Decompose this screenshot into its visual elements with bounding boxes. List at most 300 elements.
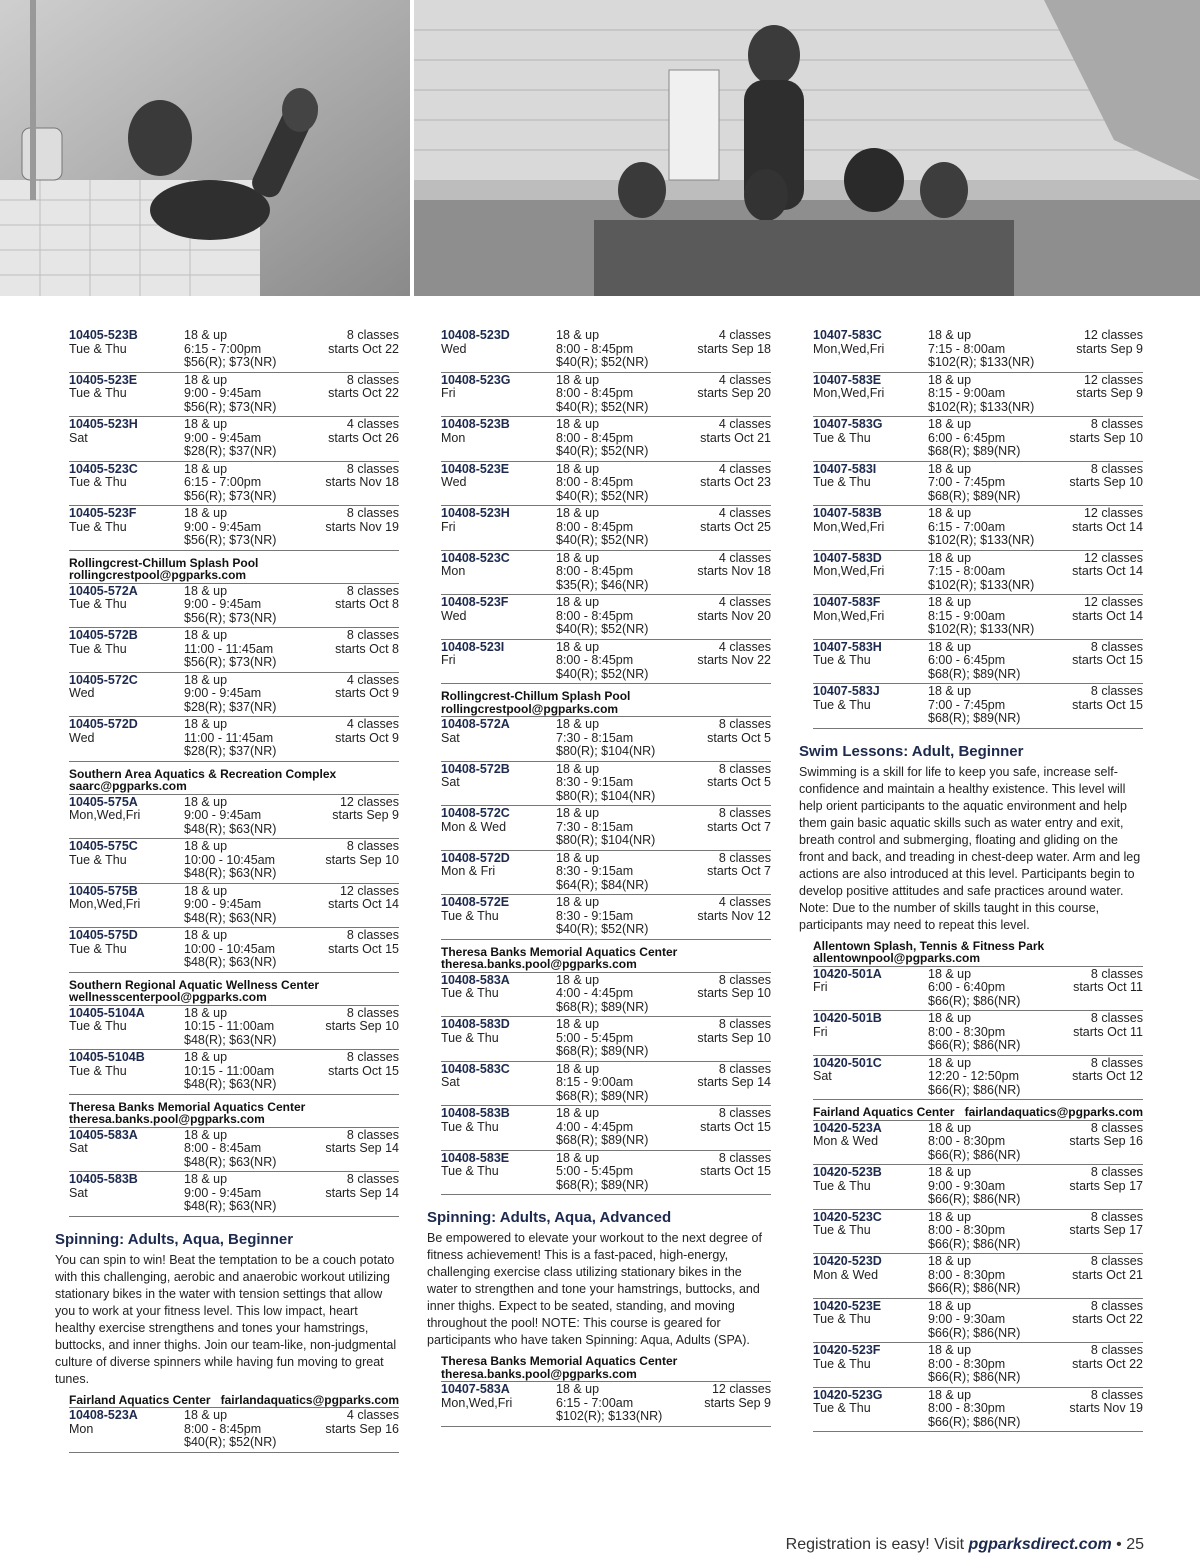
entry-row-2 bbox=[69, 1187, 399, 1201]
age-range: 18 & up bbox=[928, 1343, 972, 1357]
entry-row-3 bbox=[813, 356, 1143, 370]
entry-row-1 bbox=[69, 1007, 399, 1021]
meeting-days: Mon bbox=[441, 430, 466, 445]
entry-row-2 bbox=[69, 521, 399, 535]
meeting-days: Tue & Thu bbox=[69, 1019, 127, 1033]
spacer bbox=[813, 712, 928, 726]
venue-name: Southern Area Aquatics & Recreation Complex bbox=[69, 766, 337, 781]
spacer bbox=[441, 401, 556, 415]
spacer bbox=[69, 401, 184, 415]
course-code[interactable]: 10408-583C bbox=[441, 1061, 510, 1076]
fee: $66(R); $86(NR) bbox=[928, 1281, 1021, 1295]
class-count: 4 classes bbox=[346, 672, 399, 687]
venue-email[interactable]: allentownpool@pgparks.com bbox=[813, 951, 981, 965]
entry-row-2 bbox=[69, 809, 399, 823]
spacer bbox=[441, 490, 556, 504]
start-date: starts Sep 18 bbox=[697, 341, 771, 356]
venue-name: Rollingcrest-Chillum Splash Pool bbox=[69, 555, 259, 570]
entry-row-2 bbox=[441, 987, 771, 1001]
entry-row-1 bbox=[813, 641, 1143, 655]
start-date: starts Sep 9 bbox=[1076, 386, 1143, 400]
entry-row-3 bbox=[69, 401, 399, 415]
course-code[interactable]: 10408-583D bbox=[441, 1017, 510, 1031]
entry-row-3 bbox=[69, 656, 399, 670]
meeting-days: Wed bbox=[441, 475, 467, 489]
course-code[interactable]: 10408-523F bbox=[441, 595, 509, 609]
class-count: 8 classes bbox=[346, 372, 399, 387]
class-entry bbox=[813, 328, 1143, 373]
class-time: 8:00 - 8:45pm bbox=[556, 608, 634, 623]
course-code[interactable]: 10405-523H bbox=[69, 417, 138, 431]
entry-row-3 bbox=[441, 1090, 771, 1104]
age-range: 18 & up bbox=[556, 1150, 600, 1165]
entry-row-2 bbox=[441, 1397, 771, 1411]
course-code[interactable]: 10405-572D bbox=[69, 717, 138, 731]
class-time: 6:15 - 7:00am bbox=[928, 519, 1006, 534]
course-code[interactable]: 10408-523H bbox=[441, 506, 510, 520]
entry-row-3 bbox=[813, 623, 1143, 637]
start-date: starts Oct 8 bbox=[335, 641, 399, 656]
course-code[interactable]: 10407-583I bbox=[813, 461, 877, 476]
start-date: starts Oct 14 bbox=[1072, 608, 1143, 623]
class-entry bbox=[813, 1388, 1143, 1433]
course-code[interactable]: 10420-501B bbox=[813, 1011, 882, 1025]
start-date: starts Oct 14 bbox=[1072, 519, 1143, 534]
course-code[interactable]: 10408-572B bbox=[441, 761, 510, 776]
course-code[interactable]: 10407-583J bbox=[813, 684, 880, 698]
class-entry bbox=[813, 1343, 1143, 1388]
entry-row-3 bbox=[813, 995, 1143, 1009]
class-time: 8:00 - 8:45pm bbox=[556, 519, 634, 534]
entry-row-2 bbox=[441, 776, 771, 790]
start-date: starts Sep 10 bbox=[697, 1030, 771, 1045]
course-code[interactable]: 10407-583A bbox=[441, 1382, 510, 1396]
entry-row-1 bbox=[69, 507, 399, 521]
age-range: 18 & up bbox=[184, 461, 228, 476]
class-count: 8 classes bbox=[346, 583, 399, 598]
entry-row-2 bbox=[69, 343, 399, 357]
venue-email[interactable]: fairlandaquatics@pgparks.com bbox=[964, 1105, 1143, 1119]
age-range: 18 & up bbox=[184, 1005, 228, 1020]
course-code[interactable]: 10408-523C bbox=[441, 550, 510, 565]
class-entry bbox=[441, 417, 771, 462]
course-code[interactable]: 10405-572A bbox=[69, 583, 138, 598]
class-time: 7:30 - 8:15am bbox=[556, 819, 634, 834]
venue-header bbox=[441, 946, 771, 973]
age-range: 18 & up bbox=[556, 972, 600, 987]
start-date: starts Sep 10 bbox=[697, 986, 771, 1000]
footer-site-link[interactable]: pgparksdirect.com bbox=[968, 1536, 1112, 1553]
entry-row-3 bbox=[69, 701, 399, 715]
start-date: starts Sep 17 bbox=[1069, 1223, 1143, 1237]
venue-name: Southern Regional Aquatic Wellness Center bbox=[69, 977, 320, 992]
class-entry bbox=[441, 373, 771, 418]
entry-row-3 bbox=[441, 745, 771, 759]
fee: $56(R); $73(NR) bbox=[184, 488, 277, 503]
start-date: starts Nov 18 bbox=[325, 475, 399, 489]
fee: $68(R); $89(NR) bbox=[556, 999, 649, 1014]
entry-row-3 bbox=[69, 445, 399, 459]
entry-row-3 bbox=[813, 668, 1143, 682]
fee: $48(R); $63(NR) bbox=[184, 821, 277, 836]
entry-row-1 bbox=[813, 1344, 1143, 1358]
fee: $66(R); $86(NR) bbox=[928, 1414, 1021, 1429]
class-time: 4:00 - 4:45pm bbox=[556, 1119, 634, 1134]
meeting-days: Wed bbox=[69, 686, 95, 700]
age-range: 18 & up bbox=[184, 1172, 228, 1186]
entry-row-1 bbox=[69, 1409, 399, 1423]
entry-row-2 bbox=[813, 1313, 1143, 1327]
course-code[interactable]: 10420-523D bbox=[813, 1254, 882, 1268]
fee: $56(R); $73(NR) bbox=[184, 399, 277, 414]
meeting-days: Mon,Wed,Fri bbox=[441, 1395, 513, 1410]
meeting-days: Tue & Thu bbox=[69, 941, 127, 956]
start-date: starts Oct 7 bbox=[707, 819, 771, 834]
meeting-days: Tue & Thu bbox=[69, 641, 127, 656]
class-time: 6:15 - 7:00pm bbox=[184, 341, 262, 356]
course-code[interactable]: 10408-572D bbox=[441, 850, 510, 865]
class-count: 8 classes bbox=[346, 839, 399, 853]
course-code[interactable]: 10420-501A bbox=[813, 966, 882, 981]
entry-row-2 bbox=[69, 732, 399, 746]
class-entry bbox=[69, 1408, 399, 1453]
course-code[interactable]: 10405-575B bbox=[69, 883, 138, 898]
course-code[interactable]: 10420-523B bbox=[813, 1165, 882, 1179]
class-entry bbox=[441, 551, 771, 596]
entry-row-2 bbox=[813, 521, 1143, 535]
course-code[interactable]: 10407-583H bbox=[813, 639, 882, 654]
age-range: 18 & up bbox=[928, 550, 972, 565]
entry-row-2 bbox=[441, 565, 771, 579]
start-date: starts Oct 5 bbox=[707, 775, 771, 789]
fee: $80(R); $104(NR) bbox=[556, 744, 656, 758]
entry-row-2 bbox=[441, 1032, 771, 1046]
course-code[interactable]: 10405-523C bbox=[69, 461, 138, 476]
venue-name: Theresa Banks Memorial Aquatics Center bbox=[441, 1354, 678, 1368]
class-time: 8:30 - 9:15am bbox=[556, 908, 634, 923]
venue-header bbox=[69, 979, 399, 1006]
venue-email[interactable]: theresa.banks.pool@pgparks.com bbox=[69, 1112, 265, 1126]
fee: $40(R); $52(NR) bbox=[556, 533, 649, 547]
start-date: starts Nov 20 bbox=[697, 608, 771, 623]
entry-row-1 bbox=[813, 1166, 1143, 1180]
course-code[interactable]: 10408-572E bbox=[441, 895, 510, 909]
class-count: 8 classes bbox=[718, 1106, 771, 1120]
spacer bbox=[441, 1410, 556, 1424]
spacer bbox=[813, 579, 928, 593]
spacer bbox=[69, 823, 184, 837]
meeting-days: Mon,Wed,Fri bbox=[69, 897, 141, 911]
course-code[interactable]: 10420-523E bbox=[813, 1298, 882, 1313]
class-entry bbox=[441, 895, 771, 940]
entry-row-2 bbox=[69, 854, 399, 868]
class-count: 8 classes bbox=[1090, 684, 1143, 698]
fee: $40(R); $52(NR) bbox=[556, 444, 649, 458]
class-time: 8:30 - 9:15am bbox=[556, 775, 634, 789]
age-range: 18 & up bbox=[556, 1017, 600, 1031]
entry-row-3 bbox=[813, 401, 1143, 415]
class-time: 9:00 - 9:45am bbox=[184, 897, 262, 911]
age-range: 18 & up bbox=[184, 1050, 228, 1064]
class-entry bbox=[69, 328, 399, 373]
class-time: 8:00 - 8:30pm bbox=[928, 1401, 1006, 1415]
venue-name: Fairland Aquatics Center bbox=[69, 1392, 211, 1407]
class-entry bbox=[441, 1017, 771, 1062]
class-count: 12 classes bbox=[711, 1382, 771, 1396]
entry-row-2 bbox=[69, 898, 399, 912]
fee: $80(R); $104(NR) bbox=[556, 788, 656, 803]
meeting-days: Mon & Wed bbox=[813, 1267, 879, 1282]
section-description: Swimming is a skill for life to keep you safe, increase self-confidence and maintain a healthy existence. This level will help orient participants to the aquatic environment and help them gain basic aquatic skills such as water entry and exit, breath control and submerging, floating and gliding on the front and back, and treading in chest-deep water. Arm and leg actions are also introduced at this level. Participants begin to develop positive attitudes and safe practices around water. Note: Due to the number of skills taught in this course, participants may need to repeat this level. bbox=[799, 764, 1141, 932]
fee: $66(R); $86(NR) bbox=[928, 1325, 1021, 1340]
venue-line bbox=[813, 1106, 1143, 1119]
course-code[interactable]: 10408-523E bbox=[441, 461, 510, 476]
meeting-days: Mon bbox=[69, 1421, 94, 1436]
class-time: 8:00 - 8:45pm bbox=[556, 564, 634, 578]
course-code[interactable]: 10405-523B bbox=[69, 328, 138, 342]
venue-email[interactable]: fairlandaquatics@pgparks.com bbox=[220, 1392, 399, 1407]
start-date: starts Oct 23 bbox=[700, 475, 771, 489]
entry-row-3 bbox=[813, 490, 1143, 504]
class-time: 8:00 - 8:45am bbox=[184, 1141, 262, 1155]
fee: $68(R); $89(NR) bbox=[556, 1177, 649, 1192]
class-time: 8:00 - 8:45pm bbox=[556, 475, 634, 489]
venue-email[interactable]: theresa.banks.pool@pgparks.com bbox=[441, 957, 637, 971]
start-date: starts Oct 15 bbox=[700, 1164, 771, 1178]
venue-email[interactable]: rollingcrestpool@pgparks.com bbox=[69, 568, 247, 582]
class-time: 9:00 - 9:30am bbox=[928, 1178, 1006, 1193]
class-entry bbox=[441, 973, 771, 1018]
course-code[interactable]: 10405-575C bbox=[69, 839, 138, 853]
class-entry bbox=[813, 417, 1143, 462]
class-entry bbox=[69, 673, 399, 718]
column-3 bbox=[799, 328, 1143, 1432]
class-time: 5:00 - 5:45pm bbox=[556, 1030, 634, 1045]
course-code[interactable]: 10408-572C bbox=[441, 806, 510, 820]
meeting-days: Wed bbox=[441, 608, 467, 623]
course-code[interactable]: 10420-523G bbox=[813, 1387, 883, 1402]
class-entry bbox=[441, 1382, 771, 1427]
course-code[interactable]: 10405-5104A bbox=[69, 1005, 145, 1020]
spacer bbox=[813, 1371, 928, 1385]
course-code[interactable]: 10405-575D bbox=[69, 928, 138, 942]
class-count: 8 classes bbox=[718, 850, 771, 865]
entry-row-2 bbox=[441, 910, 771, 924]
meeting-days: Tue & Thu bbox=[441, 1164, 499, 1178]
course-code[interactable]: 10407-583D bbox=[813, 550, 882, 565]
venue-email[interactable]: saarc@pgparks.com bbox=[69, 779, 187, 793]
course-code[interactable]: 10408-523D bbox=[441, 328, 510, 342]
meeting-days: Tue & Thu bbox=[813, 475, 871, 489]
entry-row-3 bbox=[441, 1179, 771, 1193]
fee: $102(R); $133(NR) bbox=[928, 622, 1035, 636]
spacer bbox=[813, 1039, 928, 1053]
page-footer bbox=[786, 1536, 1144, 1554]
course-code[interactable]: 10407-583E bbox=[813, 372, 882, 387]
age-range: 18 & up bbox=[928, 966, 972, 981]
age-range: 18 & up bbox=[556, 850, 600, 865]
start-date: starts Oct 15 bbox=[1072, 653, 1143, 667]
meeting-days: Tue & Thu bbox=[69, 1063, 127, 1078]
start-date: starts Oct 12 bbox=[1072, 1069, 1143, 1083]
entry-row-2 bbox=[441, 865, 771, 879]
course-code[interactable]: 10408-583A bbox=[441, 972, 510, 987]
class-entry bbox=[813, 1056, 1143, 1101]
course-code[interactable]: 10408-523G bbox=[441, 372, 511, 387]
spacer bbox=[69, 490, 184, 504]
entry-row-2 bbox=[441, 654, 771, 668]
entry-row-1 bbox=[441, 507, 771, 521]
entry-row-2 bbox=[441, 732, 771, 746]
age-range: 18 & up bbox=[556, 372, 600, 387]
course-code[interactable]: 10405-583A bbox=[69, 1127, 138, 1142]
course-code[interactable]: 10420-523A bbox=[813, 1120, 882, 1135]
entry-row-3 bbox=[69, 534, 399, 548]
start-date: starts Oct 11 bbox=[1073, 1024, 1143, 1039]
age-range: 18 & up bbox=[556, 1061, 600, 1076]
course-code[interactable]: 10420-501C bbox=[813, 1055, 882, 1070]
class-count: 4 classes bbox=[718, 550, 771, 565]
entry-row-2 bbox=[813, 476, 1143, 490]
spacer bbox=[69, 867, 184, 881]
meeting-days: Fri bbox=[813, 980, 828, 994]
meeting-days: Mon bbox=[441, 564, 466, 578]
meeting-days: Sat bbox=[69, 430, 88, 445]
spacer bbox=[69, 1034, 184, 1048]
meeting-days: Mon,Wed,Fri bbox=[813, 341, 885, 356]
age-range: 18 & up bbox=[184, 372, 228, 387]
class-count: 8 classes bbox=[1090, 1055, 1143, 1070]
entry-row-3 bbox=[441, 356, 771, 370]
course-code[interactable]: 10407-583C bbox=[813, 328, 882, 342]
entry-row-1 bbox=[441, 329, 771, 343]
class-count: 8 classes bbox=[346, 461, 399, 476]
spacer bbox=[69, 745, 184, 759]
course-code[interactable]: 10408-583B bbox=[441, 1106, 510, 1120]
venue-header bbox=[69, 768, 399, 795]
course-code[interactable]: 10405-572C bbox=[69, 672, 138, 687]
footer-text: Registration is easy! Visit bbox=[785, 1536, 969, 1553]
class-entry bbox=[69, 417, 399, 462]
start-date: starts Oct 22 bbox=[1072, 1356, 1143, 1371]
course-code[interactable]: 10405-5104B bbox=[69, 1050, 145, 1064]
class-count: 8 classes bbox=[346, 628, 399, 642]
course-code[interactable]: 10405-575A bbox=[69, 794, 138, 809]
class-count: 8 classes bbox=[1090, 1343, 1143, 1357]
start-date: starts Nov 18 bbox=[697, 564, 771, 578]
fee: $68(R); $89(NR) bbox=[556, 1133, 649, 1147]
class-entry bbox=[813, 684, 1143, 729]
entry-row-1 bbox=[69, 674, 399, 688]
entry-row-3 bbox=[441, 1001, 771, 1015]
entry-row-2 bbox=[441, 476, 771, 490]
spacer bbox=[69, 1436, 184, 1450]
entry-row-3 bbox=[813, 1084, 1143, 1098]
course-code[interactable]: 10405-523F bbox=[69, 506, 137, 520]
entry-row-1 bbox=[441, 418, 771, 432]
course-code[interactable]: 10420-523F bbox=[813, 1343, 881, 1357]
age-range: 18 & up bbox=[928, 1011, 972, 1025]
entry-row-3 bbox=[813, 1327, 1143, 1341]
course-code[interactable]: 10407-583B bbox=[813, 506, 882, 520]
class-entry bbox=[441, 640, 771, 685]
course-code[interactable]: 10420-523C bbox=[813, 1209, 882, 1224]
class-count: 4 classes bbox=[718, 895, 771, 909]
entry-row-1 bbox=[441, 374, 771, 388]
spacer bbox=[441, 790, 556, 804]
class-time: 9:00 - 9:45am bbox=[184, 1185, 262, 1200]
photo-group-in-pool bbox=[414, 0, 1200, 296]
start-date: starts Oct 15 bbox=[328, 941, 399, 956]
class-entry bbox=[813, 1165, 1143, 1210]
entry-row-3 bbox=[441, 790, 771, 804]
class-entry bbox=[813, 373, 1143, 418]
entry-row-2 bbox=[813, 565, 1143, 579]
course-code[interactable]: 10408-572A bbox=[441, 717, 510, 731]
meeting-days: Sat bbox=[441, 730, 460, 745]
class-time: 6:00 - 6:40pm bbox=[928, 980, 1006, 994]
class-time: 8:00 - 8:45pm bbox=[556, 341, 634, 356]
course-code[interactable]: 10407-583F bbox=[813, 595, 881, 609]
start-date: starts Oct 21 bbox=[1072, 1267, 1143, 1282]
course-code[interactable]: 10408-523B bbox=[441, 417, 510, 431]
start-date: starts Nov 19 bbox=[325, 519, 399, 534]
spacer bbox=[813, 401, 928, 415]
entry-row-1 bbox=[69, 840, 399, 854]
class-time: 8:00 - 8:30pm bbox=[928, 1223, 1006, 1237]
course-code[interactable]: 10408-523A bbox=[69, 1408, 138, 1422]
venue-email[interactable]: rollingcrestpool@pgparks.com bbox=[441, 701, 619, 716]
age-range: 18 & up bbox=[928, 1209, 972, 1224]
entry-row-2 bbox=[441, 343, 771, 357]
entry-row-3 bbox=[69, 823, 399, 837]
course-code[interactable]: 10405-572B bbox=[69, 628, 138, 642]
start-date: starts Sep 10 bbox=[1069, 430, 1143, 445]
age-range: 18 & up bbox=[184, 1127, 228, 1142]
fee: $102(R); $133(NR) bbox=[556, 1409, 663, 1423]
spacer bbox=[69, 534, 184, 548]
spacer bbox=[69, 1156, 184, 1170]
entry-row-3 bbox=[813, 534, 1143, 548]
course-code[interactable]: 10405-523E bbox=[69, 372, 138, 387]
class-entry bbox=[69, 1128, 399, 1173]
spacer bbox=[441, 1090, 556, 1104]
course-code[interactable]: 10407-583G bbox=[813, 417, 883, 431]
entry-row-3 bbox=[441, 579, 771, 593]
class-time: 9:00 - 9:45am bbox=[184, 386, 262, 400]
entry-row-3 bbox=[69, 956, 399, 970]
entry-row-3 bbox=[441, 401, 771, 415]
class-time: 8:00 - 8:45pm bbox=[556, 386, 634, 400]
course-code[interactable]: 10405-583B bbox=[69, 1172, 138, 1186]
age-range: 18 & up bbox=[556, 595, 600, 609]
class-count: 8 classes bbox=[718, 761, 771, 776]
venue-email[interactable]: wellnesscenterpool@pgparks.com bbox=[69, 990, 267, 1004]
class-count: 4 classes bbox=[718, 328, 771, 342]
column-1 bbox=[55, 328, 399, 1453]
entry-row-3 bbox=[69, 1078, 399, 1092]
spacer bbox=[813, 490, 928, 504]
course-code[interactable]: 10408-523I bbox=[441, 639, 505, 654]
course-code[interactable]: 10408-583E bbox=[441, 1150, 510, 1165]
spacer bbox=[441, 1134, 556, 1148]
venue-email[interactable]: theresa.banks.pool@pgparks.com bbox=[441, 1366, 637, 1381]
entry-row-2 bbox=[813, 1224, 1143, 1238]
class-entry bbox=[441, 1151, 771, 1196]
class-entry bbox=[69, 1172, 399, 1217]
age-range: 18 & up bbox=[184, 506, 228, 520]
class-count: 8 classes bbox=[346, 506, 399, 520]
